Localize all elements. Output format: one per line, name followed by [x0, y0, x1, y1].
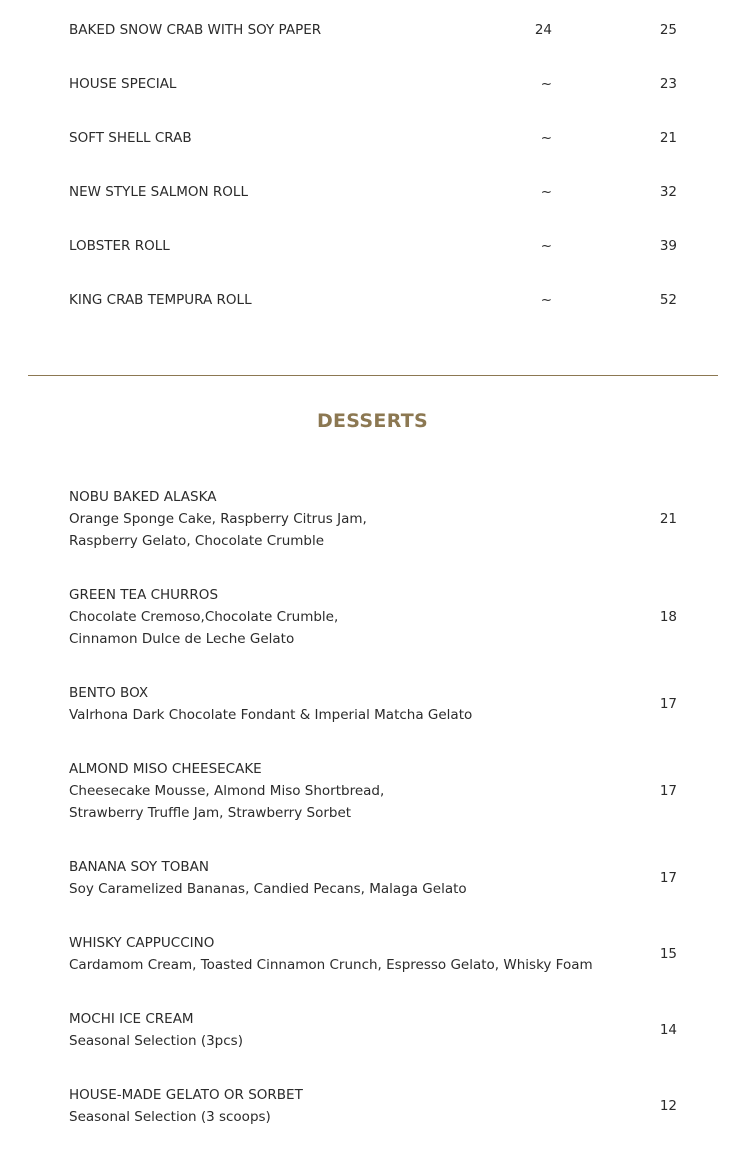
dessert-item	[69, 682, 677, 726]
menu-item-price-a: ~	[540, 76, 552, 92]
menu-item-price-a: ~	[540, 130, 552, 146]
dessert-item	[69, 584, 677, 650]
menu-item-price-a: 24	[534, 22, 552, 38]
dessert-description: Cardamom Cream, Toasted Cinnamon Crunch, Espresso Gelato, Whisky Foam	[69, 957, 593, 973]
dessert-text	[69, 1008, 637, 1052]
menu-item-name: KING CRAB TEMPURA ROLL	[69, 292, 252, 308]
dessert-item	[69, 932, 677, 976]
dessert-text	[69, 932, 637, 976]
dessert-name: MOCHI ICE CREAM	[69, 1011, 194, 1027]
dessert-description: Cheesecake Mousse, Almond Miso Shortbread,	[69, 783, 385, 799]
menu-item-price-b: 39	[659, 238, 677, 254]
desserts-list	[69, 486, 677, 1128]
menu-item-price-b: 52	[659, 292, 677, 308]
dessert-description: Cinnamon Dulce de Leche Gelato	[69, 631, 295, 647]
menu-item-price-a: ~	[540, 184, 552, 200]
menu-item-price-b: 32	[659, 184, 677, 200]
menu-item-name: SOFT SHELL CRAB	[69, 130, 192, 146]
dessert-description: Soy Caramelized Bananas, Candied Pecans, Malaga Gelato	[69, 881, 467, 897]
section-divider	[28, 375, 718, 376]
dessert-text	[69, 682, 637, 726]
dessert-name: HOUSE-MADE GELATO OR SORBET	[69, 1087, 303, 1103]
dessert-description: Raspberry Gelato, Chocolate Crumble	[69, 533, 325, 549]
dessert-name: WHISKY CAPPUCCINO	[69, 935, 215, 951]
dessert-price: 12	[659, 1098, 677, 1114]
dessert-price: 15	[659, 946, 677, 962]
dessert-description: Chocolate Cremoso,Chocolate Crumble,	[69, 609, 339, 625]
menu-item-price-b: 25	[659, 22, 677, 38]
dessert-text	[69, 758, 637, 824]
dessert-description: Orange Sponge Cake, Raspberry Citrus Jam,	[69, 511, 367, 527]
dessert-item	[69, 758, 677, 824]
menu-item-name: LOBSTER ROLL	[69, 238, 170, 254]
dessert-price: 17	[659, 696, 677, 712]
dessert-text	[69, 1084, 637, 1128]
dessert-name: ALMOND MISO CHEESECAKE	[69, 761, 262, 777]
menu-item-name: BAKED SNOW CRAB WITH SOY PAPER	[69, 22, 322, 38]
menu-row	[69, 111, 677, 165]
dessert-price: 14	[659, 1022, 677, 1038]
menu-item-price-a: ~	[540, 238, 552, 254]
menu-item-name: HOUSE SPECIAL	[69, 76, 177, 92]
menu-item-price-b: 21	[659, 130, 677, 146]
dessert-description: Valrhona Dark Chocolate Fondant & Imperial Matcha Gelato	[69, 707, 473, 723]
dessert-name: NOBU BAKED ALASKA	[69, 489, 217, 505]
dessert-description: Seasonal Selection (3 scoops)	[69, 1109, 271, 1125]
dessert-description: Strawberry Truffle Jam, Strawberry Sorbet	[69, 805, 352, 821]
dessert-price: 17	[659, 783, 677, 799]
menu-item-price-b: 23	[659, 76, 677, 92]
dessert-price: 18	[659, 609, 677, 625]
dessert-text	[69, 856, 637, 900]
dessert-name: BANANA SOY TOBAN	[69, 859, 209, 875]
dessert-text	[69, 584, 637, 650]
dessert-price: 21	[659, 511, 677, 527]
dessert-text	[69, 486, 637, 552]
dessert-description: Seasonal Selection (3pcs)	[69, 1033, 243, 1049]
menu-row	[69, 273, 677, 327]
menu-row	[69, 57, 677, 111]
dessert-item	[69, 486, 677, 552]
dessert-price: 17	[659, 870, 677, 886]
menu-row	[69, 165, 677, 219]
menu-item-price-a: ~	[540, 292, 552, 308]
dessert-item	[69, 1008, 677, 1052]
dessert-item	[69, 1084, 677, 1128]
dessert-name: GREEN TEA CHURROS	[69, 587, 219, 603]
menu-row	[69, 219, 677, 273]
desserts-heading: DESSERTS	[316, 410, 429, 432]
sushi-menu-table	[69, 3, 677, 327]
dessert-item	[69, 856, 677, 900]
dessert-name: BENTO BOX	[69, 685, 149, 701]
menu-row	[69, 3, 677, 57]
menu-item-name: NEW STYLE SALMON ROLL	[69, 184, 248, 200]
